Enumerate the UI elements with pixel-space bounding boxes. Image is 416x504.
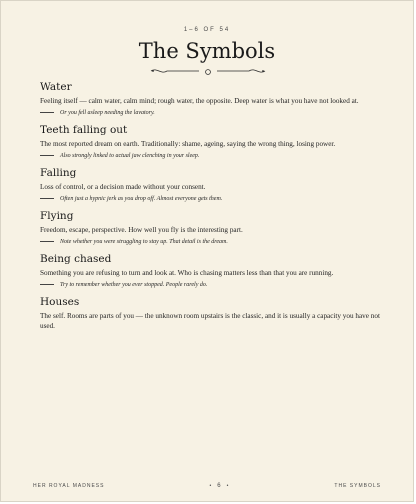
- symbol-note: [40, 196, 380, 202]
- page-number: 6: [217, 483, 222, 489]
- entry-counter: 1–6 OF 54: [183, 27, 231, 33]
- bullet-icon: •: [226, 483, 230, 489]
- symbol-note-text: Also strongly linked to actual jaw clenching in your sleep.: [60, 153, 200, 159]
- symbol-entry-flying: [40, 210, 380, 245]
- symbol-note-text: Or you fell asleep needing the lavatory.: [60, 110, 155, 116]
- note-rule: [40, 241, 54, 242]
- symbol-note-text: Try to remember whether you ever stopped. People rarely do.: [60, 282, 208, 288]
- symbol-heading: Teeth falling out: [40, 124, 128, 136]
- symbol-entry-teeth: [40, 124, 380, 159]
- symbol-entry-falling: [40, 167, 380, 202]
- footer-book-title: HER ROYAL MADNESS: [33, 483, 105, 489]
- symbol-note: [40, 239, 380, 245]
- symbol-entry-chased: [40, 253, 380, 288]
- symbol-description: Loss of control, or a decision made without your consent.: [40, 183, 206, 191]
- symbol-description: Something you are refusing to turn and look at. Who is chasing matters less than that you are running.: [40, 269, 334, 277]
- symbol-entry-water: [40, 81, 380, 116]
- symbol-description: Freedom, escape, perspective. How well you fly is the interesting part.: [40, 226, 243, 234]
- page-footer: [33, 483, 381, 489]
- symbol-note: [40, 282, 380, 288]
- symbol-entry-houses: [40, 296, 380, 331]
- symbol-heading: Houses: [40, 296, 80, 308]
- bullet-icon: •: [209, 483, 213, 489]
- symbol-note-text: Note whether you were struggling to stay up. That detail is the dream.: [60, 239, 228, 245]
- note-rule: [40, 198, 54, 199]
- page-title: The Symbols: [138, 39, 276, 63]
- note-rule: [40, 155, 54, 156]
- symbol-note: [40, 110, 380, 116]
- symbol-description: The self. Rooms are parts of you — the unknown room upstairs is the classic, and it is usually a capacity you have not used.: [40, 312, 380, 330]
- symbol-heading: Falling: [40, 167, 77, 179]
- symbol-description: The most reported dream on earth. Traditionally: shame, ageing, saying the wrong thing, losing power.: [40, 140, 336, 148]
- symbol-heading: Water: [40, 81, 72, 93]
- footer-section-title: THE SYMBOLS: [334, 483, 381, 489]
- symbol-note: [40, 153, 380, 159]
- note-rule: [40, 112, 54, 113]
- flourish-ornament: [149, 65, 267, 77]
- symbol-heading: Being chased: [40, 253, 112, 265]
- footer-page-number: [210, 483, 230, 489]
- symbol-heading: Flying: [40, 210, 74, 222]
- symbols-list: [40, 81, 380, 339]
- symbol-note-text: Often just a hypnic jerk as you drop off. Almost everyone gets them.: [60, 196, 223, 202]
- page-header: [1, 27, 413, 63]
- note-rule: [40, 284, 54, 285]
- symbol-description: Feeling itself — calm water, calm mind; rough water, the opposite. Deep water is what you have not looked at.: [40, 97, 359, 105]
